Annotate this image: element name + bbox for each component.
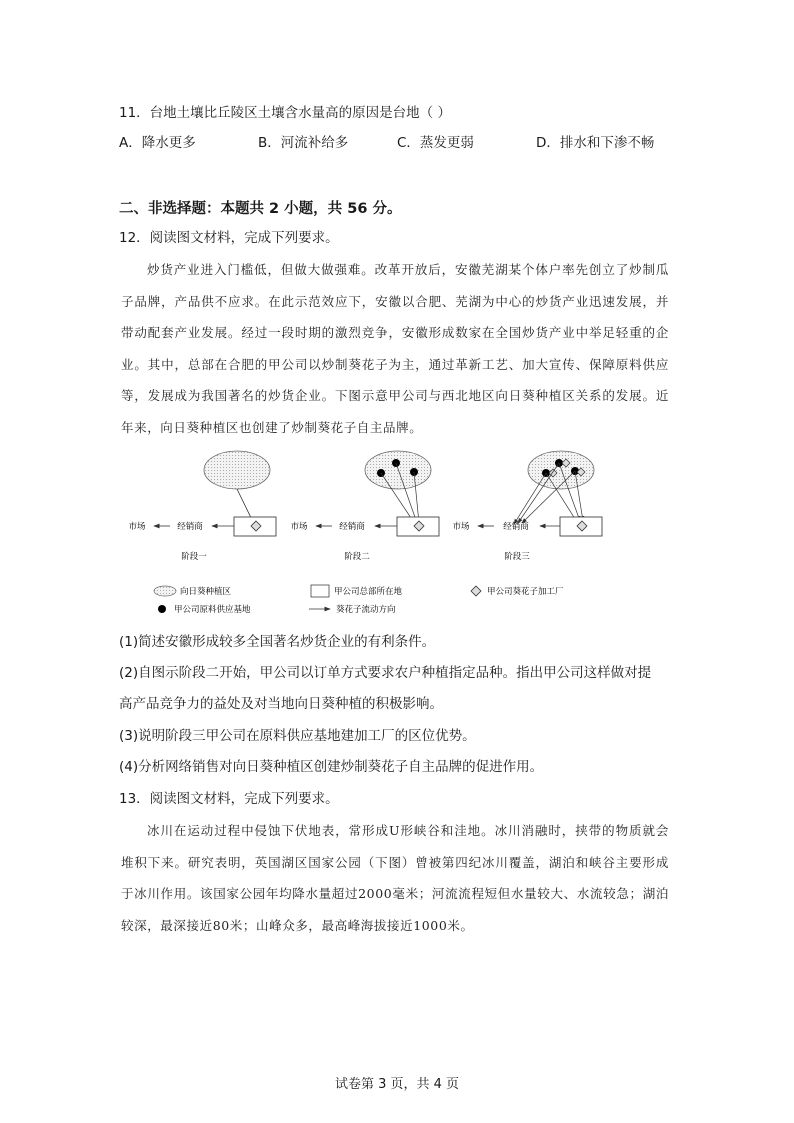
legend-hq-label: 甲公司总部所在地: [334, 587, 403, 597]
dealer-label-1: 经销商: [177, 522, 203, 532]
legend-supply-base-label: 甲公司原料供应基地: [174, 605, 251, 615]
section-2-title: 二、非选择题：本题共 2 小题，共 56 分。: [119, 201, 402, 217]
q12-question-2-cont: 高产品竞争力的益处及对当地向日葵种植的积极影响。: [119, 696, 443, 712]
legend-sunflower-icon: [154, 586, 176, 596]
q11-option-b: B．河流补给多: [258, 135, 349, 151]
q11-option-d: D．排水和下渗不畅: [536, 135, 655, 151]
q11-option-c: C．蒸发更弱: [397, 135, 474, 151]
legend-supply-base-icon: [158, 605, 166, 613]
market-label-3: 市场: [452, 522, 470, 532]
stage-3-label: 阶段三: [504, 552, 530, 562]
q11-option-a: A．降水更多: [119, 135, 196, 151]
stage-2-label: 阶段二: [344, 552, 370, 562]
q13-stem: 13．阅读图文材料，完成下列要求。: [119, 791, 339, 807]
sunflower-area-3: [528, 451, 594, 489]
q12-question-1: (1)简述安徽形成较多全国著名炒货企业的有利条件。: [119, 634, 436, 650]
stage-1: [128, 451, 276, 562]
legend-sunflower-label: 向日葵种植区: [180, 587, 232, 597]
dealer-label-3: 经销商: [503, 522, 529, 532]
q12-question-3: (3)说明阶段三甲公司在原料供应基地建加工厂的区位优势。: [119, 728, 476, 744]
q12-stem: 12．阅读图文材料，完成下列要求。: [119, 230, 339, 246]
market-label-1: 市场: [128, 522, 146, 532]
stage-3: [452, 451, 602, 562]
q12-question-2: (2)自图示阶段二开始，甲公司以订单方式要求农户种植指定品种。指出甲公司这样做对提: [119, 665, 652, 681]
legend-hq-icon: [311, 585, 329, 597]
legend-flow-label: 葵花子流动方向: [336, 605, 396, 615]
legend-factory-label: 甲公司葵花子加工厂: [487, 587, 564, 597]
dealer-label-2: 经销商: [339, 522, 365, 532]
q11-stem: 11．台地土壤比丘陵区土壤含水量高的原因是台地（ ）: [119, 105, 451, 121]
q12-question-4: (4)分析网络销售对向日葵种植区创建炒制葵花子自主品牌的促进作用。: [119, 759, 544, 775]
stage-1-label: 阶段一: [181, 552, 207, 562]
legend-factory-icon: [471, 586, 481, 596]
diagram-legend: [154, 585, 564, 615]
sunflower-area-2: [365, 451, 431, 489]
q12-material: 炒货产业进入门槛低，但做大做强难。改革开放后，安徽芜湖某个体户率先创立了炒制瓜子品牌，产品供不应求。在此示范效应下，安徽以合肥、芜湖为中心的炒货产业迅速发展，并带动配套产业发展。经过一段时期的激烈竞争，安徽形成数家在全国炒货产业中举足轻重的企业。其中，总部在合肥的甲公司以炒制葵花子为主，通过革新工艺、加大宣传、保障原料供应等，发展成为我国著名的炒货企业。下图示意甲公司与西北地区向日葵种植区关系的发展。近年来，向日葵种植区也创建了炒制葵花子自主品牌。: [121, 262, 669, 435]
q12-diagram: [120, 445, 620, 620]
page-footer: 试卷第 3 页，共 4 页: [334, 1077, 460, 1092]
stage-2: [290, 451, 439, 562]
sunflower-area-1: [204, 451, 270, 489]
market-label-2: 市场: [290, 522, 308, 532]
q13-material: 冰川在运动过程中侵蚀下伏地表，常形成U形峡谷和洼地。冰川消融时，挟带的物质就会堆积下来。研究表明，英国湖区国家公园（下图）曾被第四纪冰川覆盖，湖泊和峡谷主要形成于冰川作用。该国家公园年均降水量超过2000毫米；河流流程短但水量较大、水流较急；湖泊较深，最深接近80米；山峰众多，最高峰海拔接近1000米。: [121, 823, 669, 933]
